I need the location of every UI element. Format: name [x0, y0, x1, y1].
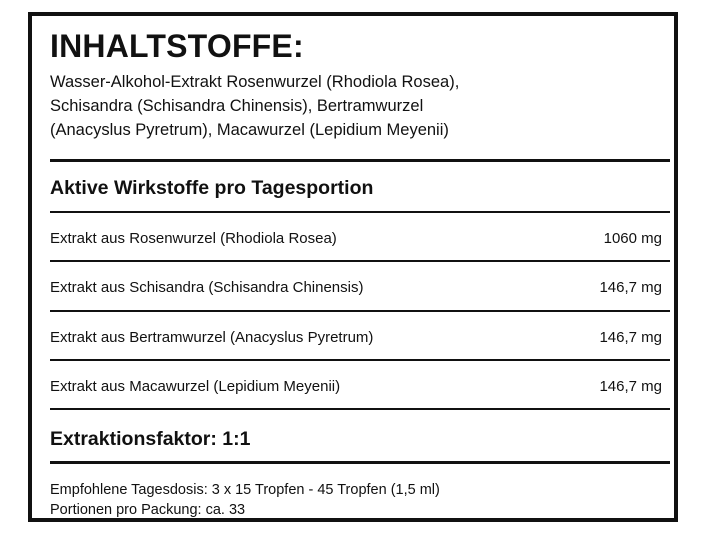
table-row: [50, 274, 662, 300]
ingredients-line: Wasser-Alkohol-Extrakt Rosenwurzel (Rhodiola Rosea),: [50, 73, 460, 91]
divider: [50, 211, 670, 213]
divider: [50, 260, 670, 262]
portions-text: Portionen pro Packung: ca. 33: [50, 502, 246, 518]
ingredient-name: Extrakt aus Schisandra (Schisandra Chinensis): [50, 278, 364, 296]
ingredient-amount: 146,7 mg: [599, 377, 662, 395]
ingredients-panel: [28, 12, 678, 522]
page-title: INHALTSTOFFE:: [50, 28, 304, 64]
ingredient-amount: 146,7 mg: [599, 278, 662, 296]
divider: [50, 310, 670, 312]
extraction-factor: Extraktionsfaktor: 1:1: [50, 428, 251, 450]
table-row: [50, 324, 662, 350]
ingredient-name: Extrakt aus Macawurzel (Lepidium Meyenii): [50, 377, 341, 395]
active-ingredients-heading: Aktive Wirkstoffe pro Tagesportion: [50, 177, 374, 199]
ingredients-line: Schisandra (Schisandra Chinensis), Bertramwurzel: [50, 97, 424, 115]
divider: [50, 408, 670, 410]
ingredient-amount: 146,7 mg: [599, 328, 662, 346]
table-row: [50, 373, 662, 399]
divider: [50, 461, 670, 464]
table-row: [50, 225, 662, 251]
divider: [50, 159, 670, 162]
ingredient-name: Extrakt aus Rosenwurzel (Rhodiola Rosea): [50, 229, 337, 247]
divider: [50, 359, 670, 361]
ingredient-name: Extrakt aus Bertramwurzel (Anacyslus Pyretrum): [50, 328, 374, 346]
ingredient-amount: 1060 mg: [603, 229, 662, 247]
ingredients-line: (Anacyslus Pyretrum), Macawurzel (Lepidium Meyenii): [50, 121, 449, 139]
ingredients-text: [50, 70, 650, 142]
footer-info: [50, 480, 440, 520]
daily-dose-text: Empfohlene Tagesdosis: 3 x 15 Tropfen - 45 Tropfen (1,5 ml): [50, 482, 440, 498]
